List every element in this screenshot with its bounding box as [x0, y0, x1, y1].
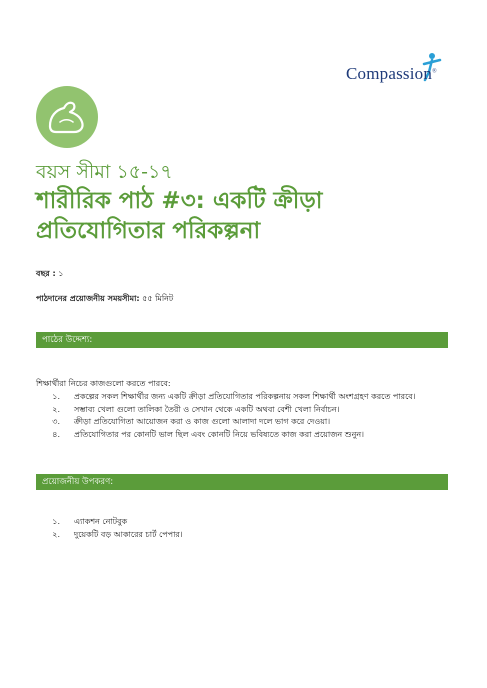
- list-item: ১. প্রকল্পের সকল শিক্ষার্থীর জন্য একটি ক্রীড়া প্রতিযোগিতার পরিকল্পনায় সকল শিক্ষার্থী অংশগ্রহণ করতে পারবে।: [52, 392, 416, 401]
- lesson-category-badge: [36, 86, 98, 148]
- year-info: [36, 268, 63, 281]
- logo-wordmark: Compassion®: [346, 64, 437, 83]
- list-item: ২. সম্ভাব্য খেলা গুলো তালিকা তৈরী ও সেখান থেকে একটি অথবা বেশী খেলা নির্বাচন।: [52, 404, 340, 414]
- duration-info: [36, 293, 173, 306]
- duration-label: পাঠদানের প্রয়োজনীয় সময়সীমা:: [36, 294, 140, 303]
- flexed-arm-icon: [36, 86, 98, 148]
- list-item: ৩. ক্রীড়া প্রতিযোগিতা আয়োজন করা ও কাজ গুলো আলাদা দলে ভাগ করে দেওয়া।: [52, 417, 331, 426]
- list-item: ২. দুয়েকটি বড় আকারের চার্ট পেপার।: [52, 529, 183, 539]
- title-line-2: প্রতিযোগিতার পরিকল্পনা: [36, 218, 261, 244]
- objectives-intro: শিক্ষার্থীরা নিচের কাজগুলো করতে পারবে:: [36, 379, 171, 388]
- objectives-list: [36, 391, 419, 441]
- age-range: বয়স সীমা ১৫-১৭: [36, 161, 173, 183]
- list-item: ৪. প্রতিযোগিতার পর কোনটি ভাল ছিল এবং কোনটি নিয়ে ভবিষ্যতে কাজ করা প্রয়োজন শুনুন।: [52, 429, 364, 439]
- duration-value: ৫৫ মিনিট: [139, 294, 174, 303]
- year-label: বছর :: [36, 269, 56, 278]
- title-line-1: শারীরিক পাঠ #৩: একটি ক্রীড়া: [36, 188, 323, 214]
- list-item: ১. এ্যাকশন নোটবুক: [52, 517, 128, 526]
- year-value: ১: [55, 269, 64, 278]
- materials-list: [36, 516, 419, 541]
- page-title: [36, 186, 456, 246]
- objectives-heading: পাঠের উদ্দেশ্য:: [36, 332, 448, 348]
- materials-heading: প্রয়োজনীয় উপকরণ:: [36, 474, 448, 490]
